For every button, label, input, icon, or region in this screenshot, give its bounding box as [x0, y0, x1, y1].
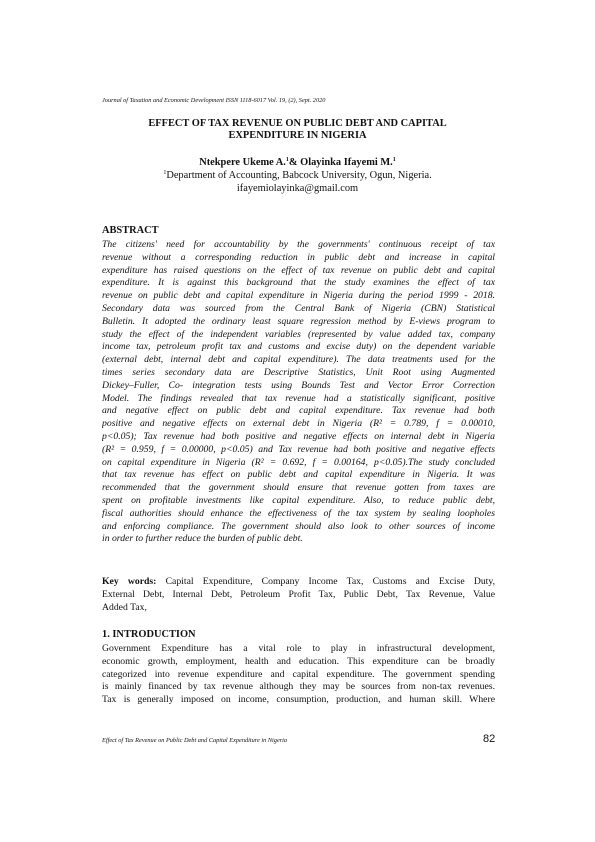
abstract-line: expenditure has raised questions on the effect of tax revenue on public debt and capital: [102, 264, 495, 276]
abstract-line: times series secondary data are Descriptive Statistics, Unit Root using Augmented: [102, 366, 495, 378]
keywords-label: Key words:: [102, 576, 157, 587]
abstract-line: positive and negative effects on external debt in Nigeria (R² = 0.789, f = 0.00010,: [102, 418, 495, 430]
abstract-line: and enforcing compliance. The government should also look to other sources of income: [102, 520, 495, 532]
abstract-line: revenue on public debt and capital expenditure in Nigeria during the period 1999 - 2018.: [102, 290, 495, 302]
abstract-line: income tax, petroleum profit tax and customs and excise duty) on the dependent variable: [102, 341, 495, 353]
title-line-1: EFFECT OF TAX REVENUE ON PUBLIC DEBT AND CAPITAL: [148, 118, 447, 129]
intro-line: Government Expenditure has a vital role to play in infrastructural development,: [102, 643, 495, 654]
abstract-body: [102, 239, 495, 546]
abstract-line: p<0.05); Tax revenue had both positive and negative effects on internal debt in Nigeria: [102, 430, 495, 442]
intro-line: is mainly financed by tax revenue although they may be sources from non-tax revenues.: [102, 681, 495, 693]
abstract-heading: ABSTRACT: [102, 225, 159, 236]
affiliation-text: Department of Accounting, Babcock University, Ogun, Nigeria.: [166, 170, 432, 181]
introduction-heading: 1. INTRODUCTION: [102, 629, 196, 640]
abstract-line: The citizens' need for accountability by the governments' continuous receipt of tax: [102, 239, 495, 250]
abstract-line: fiscal authorities should enhance the effectiveness of the tax system by sealing loopholes: [102, 507, 495, 519]
keywords-block: [102, 576, 495, 614]
abstract-line: and negative effect on public debt and capital expenditure. Tax revenue had both: [102, 405, 495, 417]
abstract-line: (R² = 0.959, f = 0.00000, p<0.05) and Tax revenue had both positive and negative effects: [102, 443, 495, 455]
abstract-line: spent on profitable investments like capital expenditure. Also, to reduce public debt,: [102, 494, 495, 506]
keywords-text: Capital Expenditure, Company Income Tax, Customs and Excise Duty,: [165, 576, 495, 587]
page-number: 82: [483, 733, 496, 745]
abstract-line: study the effect of the independent variables (represented by value added tax, company: [102, 328, 495, 340]
abstract-line: Bulletin. It adopted the ordinary least square regression method by E-views program to: [102, 315, 495, 327]
author-2-affil-mark: 1: [392, 157, 396, 163]
abstract-line: Dickey–Fuller, Co- integration tests using Bounds Test and Vector Error Correction: [102, 379, 495, 391]
abstract-line: on capital expenditure in Nigeria (R² = 0.692, f = 0.00164, p<0.05).The study concluded: [102, 456, 495, 468]
author-email: ifayemiolayinka@gmail.com: [236, 183, 359, 194]
intro-line: economic growth, employment, health and education. This expenditure can be broadly: [102, 655, 495, 667]
author-1: Ntekpere Ukeme A.: [199, 157, 286, 168]
abstract-line: (external debt, internal debt and capital expenditure). The data treatments used for the: [102, 354, 495, 366]
introduction-body: [102, 643, 495, 707]
intro-line: categorized into revenue expenditure and capital expenditure. The government spending: [102, 668, 495, 680]
keywords-line: Added Tax,: [102, 601, 147, 613]
paper-title: [100, 118, 495, 142]
running-footer: Effect of Tax Revenue on Public Debt and Capital Expenditure in Nigeria: [102, 737, 288, 744]
keywords-line: [102, 576, 495, 589]
intro-line: Tax is generally imposed on income, consumption, production, and human skill. Where: [102, 694, 495, 706]
keywords-line: External Debt, Internal Debt, Petroleum Profit Tax, Public Debt, Tax Revenue, Value: [102, 588, 495, 600]
abstract-line: in order to further reduce the burden of public debt.: [102, 533, 303, 545]
abstract-line: that tax revenue has effect on public debt and capital expenditure in Nigeria. It was: [102, 469, 495, 481]
journal-header: Journal of Taxation and Economic Development ISSN 1118-6017 Vol. 19, (2), Sept. 2020: [102, 97, 326, 104]
abstract-line: recommended that the government should ensure that revenue gotten from taxes are: [102, 482, 495, 494]
affiliation: [100, 169, 495, 182]
author-1-affil-mark: 1: [285, 157, 289, 163]
abstract-line: Model. The findings revealed that tax revenue had a statistically significant, positive: [102, 392, 495, 404]
abstract-line: expenditure. It is against this background that the study examines the effect of tax: [102, 277, 495, 289]
author-names: [100, 156, 495, 169]
affiliation-mark: 1: [163, 170, 167, 176]
abstract-line: Secondary data was sourced from the Central Bank of Nigeria (CBN) Statistical: [102, 302, 495, 314]
title-line-2: EXPENDITURE IN NIGERIA: [228, 130, 367, 141]
author-block: [100, 156, 495, 195]
author-2: & Olayinka Ifayemi M.: [288, 157, 393, 168]
abstract-line: revenue without a corresponding reduction in public debt and increase in capital: [102, 251, 495, 263]
